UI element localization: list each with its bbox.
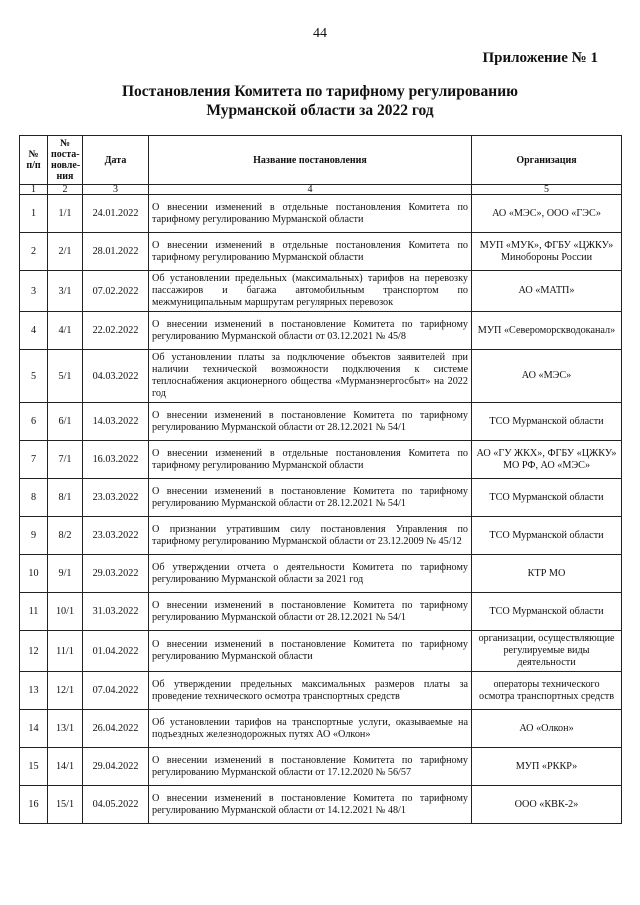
table-row xyxy=(20,593,622,631)
resolution-number: 12/1 xyxy=(48,672,83,710)
resolution-number: 8/1 xyxy=(48,479,83,517)
organization: КТР МО xyxy=(472,555,622,593)
table-row xyxy=(20,710,622,748)
organization: АО «МЭС», ООО «ГЭС» xyxy=(472,195,622,233)
row-index: 2 xyxy=(20,233,48,271)
resolution-date: 04.03.2022 xyxy=(83,350,149,403)
resolution-name: О внесении изменений в постановление Комитета по тарифному регулированию Мурманской области от 17.12.2020 № 56/57 xyxy=(149,748,472,786)
table-row xyxy=(20,195,622,233)
header-name: Название постановления xyxy=(149,136,472,185)
resolution-number: 15/1 xyxy=(48,786,83,824)
organization: АО «ГУ ЖКХ», ФГБУ «ЦЖКУ» МО РФ, АО «МЭС» xyxy=(472,441,622,479)
resolution-date: 04.05.2022 xyxy=(83,786,149,824)
resolution-name: О внесении изменений в постановление Комитета по тарифному регулированию Мурманской области xyxy=(149,631,472,672)
page-number: 44 xyxy=(313,26,327,41)
resolution-number: 5/1 xyxy=(48,350,83,403)
resolution-name: О признании утратившим силу постановления Управления по тарифному регулированию Мурманской области от 23.12.2009 № 45/12 xyxy=(149,517,472,555)
row-index: 1 xyxy=(20,195,48,233)
appendix-label: Приложение № 1 xyxy=(482,50,598,66)
row-index: 13 xyxy=(20,672,48,710)
resolution-date: 31.03.2022 xyxy=(83,593,149,631)
resolutions-table xyxy=(19,135,622,824)
table-row xyxy=(20,271,622,312)
resolution-date: 07.04.2022 xyxy=(83,672,149,710)
resolution-date: 29.03.2022 xyxy=(83,555,149,593)
resolution-number: 2/1 xyxy=(48,233,83,271)
table-row xyxy=(20,233,622,271)
resolution-date: 16.03.2022 xyxy=(83,441,149,479)
resolution-date: 26.04.2022 xyxy=(83,710,149,748)
table-row xyxy=(20,786,622,824)
title-line-2: Мурманской области за 2022 год xyxy=(206,102,434,119)
resolution-name: О внесении изменений в постановление Комитета по тарифному регулированию Мурманской области от 28.12.2021 № 54/1 xyxy=(149,593,472,631)
organization: операторы технического осмотра транспортных средств xyxy=(472,672,622,710)
resolution-name: О внесении изменений в постановление Комитета по тарифному регулированию Мурманской области от 28.12.2021 № 54/1 xyxy=(149,403,472,441)
resolution-number: 11/1 xyxy=(48,631,83,672)
resolution-date: 24.01.2022 xyxy=(83,195,149,233)
resolution-number: 13/1 xyxy=(48,710,83,748)
resolution-name: О внесении изменений в отдельные постановления Комитета по тарифному регулированию Мурманской области xyxy=(149,195,472,233)
resolution-name: О внесении изменений в постановление Комитета по тарифному регулированию Мурманской области от 14.12.2021 № 48/1 xyxy=(149,786,472,824)
header-no: № п/п xyxy=(20,136,48,185)
table-row xyxy=(20,479,622,517)
organization: МУП «РККР» xyxy=(472,748,622,786)
organization: МУП «Североморскводоканал» xyxy=(472,312,622,350)
row-index: 14 xyxy=(20,710,48,748)
row-index: 16 xyxy=(20,786,48,824)
row-index: 6 xyxy=(20,403,48,441)
row-index: 10 xyxy=(20,555,48,593)
column-number: 1 xyxy=(20,185,48,195)
organization: ТСО Мурманской области xyxy=(472,479,622,517)
resolution-name: О внесении изменений в отдельные постановления Комитета по тарифному регулированию Мурманской области xyxy=(149,233,472,271)
table-row xyxy=(20,748,622,786)
organization: АО «МАТП» xyxy=(472,271,622,312)
column-number: 3 xyxy=(83,185,149,195)
resolution-number: 7/1 xyxy=(48,441,83,479)
resolution-date: 28.01.2022 xyxy=(83,233,149,271)
resolution-date: 01.04.2022 xyxy=(83,631,149,672)
table-row xyxy=(20,350,622,403)
resolution-name: О внесении изменений в постановление Комитета по тарифному регулированию Мурманской области от 28.12.2021 № 54/1 xyxy=(149,479,472,517)
row-index: 3 xyxy=(20,271,48,312)
row-index: 4 xyxy=(20,312,48,350)
header-number: № поста-новле-ния xyxy=(48,136,83,185)
resolution-name: Об установлении тарифов на транспортные услуги, оказываемые на подъездных железнодорожных путях АО «Олкон» xyxy=(149,710,472,748)
column-number: 2 xyxy=(48,185,83,195)
header-date: Дата xyxy=(83,136,149,185)
resolution-name: О внесении изменений в постановление Комитета по тарифному регулированию Мурманской области от 03.12.2021 № 45/8 xyxy=(149,312,472,350)
resolution-number: 9/1 xyxy=(48,555,83,593)
row-index: 12 xyxy=(20,631,48,672)
row-index: 15 xyxy=(20,748,48,786)
table-row xyxy=(20,555,622,593)
column-number: 4 xyxy=(149,185,472,195)
resolution-name: Об утверждении предельных максимальных размеров платы за проведение технического осмотра транспортных средств xyxy=(149,672,472,710)
resolution-date: 22.02.2022 xyxy=(83,312,149,350)
resolution-number: 1/1 xyxy=(48,195,83,233)
row-index: 8 xyxy=(20,479,48,517)
resolution-name: Об установлении предельных (максимальных) тарифов на перевозку пассажиров и багажа автомобильным транспортом по межмуниципальным маршрутам регулярных перевозок xyxy=(149,271,472,312)
column-number: 5 xyxy=(472,185,622,195)
header-org: Организация xyxy=(472,136,622,185)
document-title xyxy=(60,82,580,120)
resolution-number: 3/1 xyxy=(48,271,83,312)
resolution-date: 23.03.2022 xyxy=(83,479,149,517)
resolution-date: 23.03.2022 xyxy=(83,517,149,555)
row-index: 7 xyxy=(20,441,48,479)
organization: ТСО Мурманской области xyxy=(472,403,622,441)
table-row xyxy=(20,517,622,555)
organization: ООО «КВК-2» xyxy=(472,786,622,824)
organization: ТСО Мурманской области xyxy=(472,517,622,555)
resolution-name: Об утверждении отчета о деятельности Комитета по тарифному регулированию Мурманской области за 2021 год xyxy=(149,555,472,593)
resolution-name: Об установлении платы за подключение объектов заявителей при наличии технической возможности подключения к системе теплоснабжения акционерного общества «Мурманэнергосбыт» на 2022 год xyxy=(149,350,472,403)
organization: организации, осуществляющие регулируемые виды деятельности xyxy=(472,631,622,672)
organization: МУП «МУК», ФГБУ «ЦЖКУ» Минобороны России xyxy=(472,233,622,271)
row-index: 9 xyxy=(20,517,48,555)
table-row xyxy=(20,631,622,672)
organization: ТСО Мурманской области xyxy=(472,593,622,631)
resolution-number: 8/2 xyxy=(48,517,83,555)
resolution-date: 07.02.2022 xyxy=(83,271,149,312)
table-row xyxy=(20,672,622,710)
title-line-1: Постановления Комитета по тарифному регулированию xyxy=(121,83,519,100)
row-index: 11 xyxy=(20,593,48,631)
table-row xyxy=(20,312,622,350)
resolution-number: 4/1 xyxy=(48,312,83,350)
resolution-date: 14.03.2022 xyxy=(83,403,149,441)
resolution-number: 10/1 xyxy=(48,593,83,631)
table-row xyxy=(20,441,622,479)
resolution-name: О внесении изменений в отдельные постановления Комитета по тарифному регулированию Мурманской области xyxy=(149,441,472,479)
organization: АО «Олкон» xyxy=(472,710,622,748)
resolution-number: 6/1 xyxy=(48,403,83,441)
organization: АО «МЭС» xyxy=(472,350,622,403)
table-row xyxy=(20,403,622,441)
resolution-number: 14/1 xyxy=(48,748,83,786)
table-header-row xyxy=(20,136,622,185)
column-number-row xyxy=(20,185,622,195)
resolution-date: 29.04.2022 xyxy=(83,748,149,786)
row-index: 5 xyxy=(20,350,48,403)
